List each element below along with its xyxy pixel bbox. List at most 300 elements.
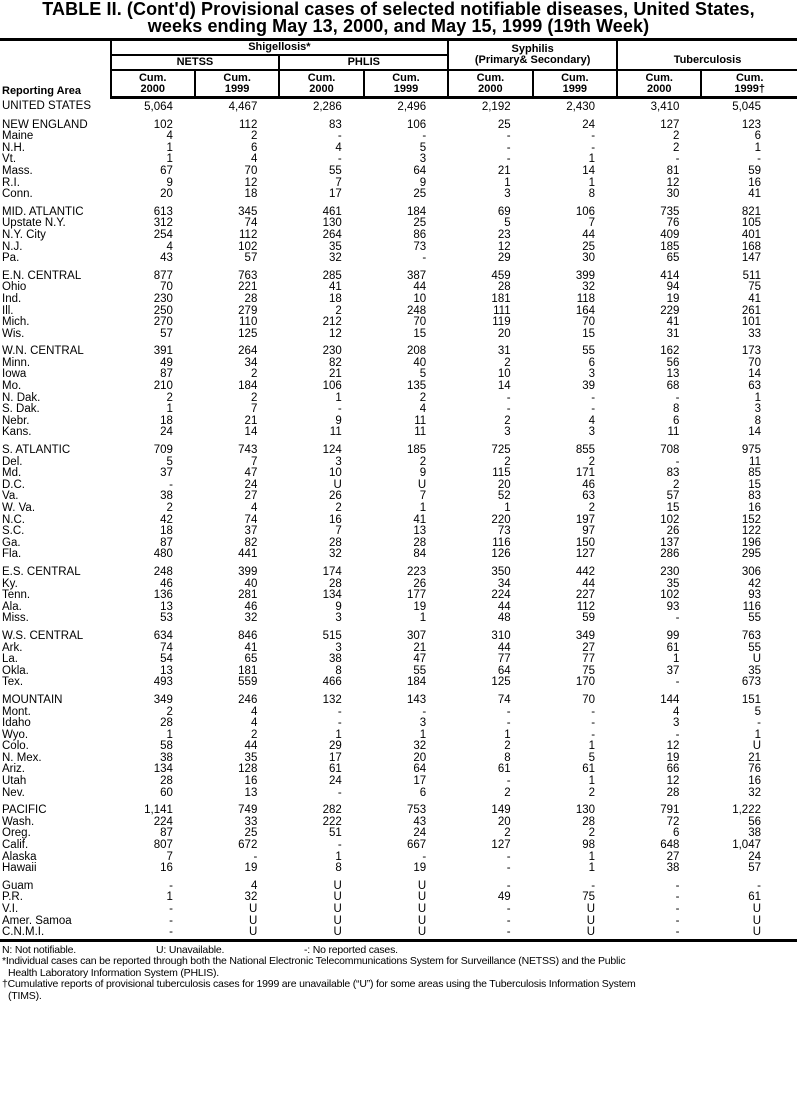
value-cell: 5 bbox=[754, 705, 761, 718]
value-cell: 30 bbox=[666, 188, 680, 201]
value-cell: 70 bbox=[582, 316, 596, 329]
value-cell: 3 bbox=[588, 368, 596, 381]
value-cell: 197 bbox=[575, 513, 596, 526]
value-cell: - bbox=[111, 927, 195, 940]
value-cell: 11 bbox=[329, 426, 342, 439]
value-cell: - bbox=[675, 612, 680, 625]
value-cell: 8 bbox=[754, 414, 761, 427]
value-cell: 3 bbox=[504, 426, 511, 439]
value-cell: 264 bbox=[322, 228, 342, 241]
col-header-phlis-1999: Cum. 1999 bbox=[364, 70, 448, 98]
value-cell: 61 bbox=[748, 891, 761, 904]
table-row bbox=[0, 718, 797, 730]
value-cell: 87 bbox=[160, 827, 173, 840]
value-cell: 2 bbox=[250, 391, 258, 404]
value-cell: 8 bbox=[335, 664, 342, 677]
value-cell: 2 bbox=[166, 705, 173, 718]
value-cell: 3 bbox=[419, 717, 427, 730]
value-cell: 61 bbox=[582, 763, 596, 776]
value-cell: 48 bbox=[497, 612, 511, 625]
value-cell: - bbox=[675, 676, 680, 689]
value-cell: - bbox=[422, 705, 427, 718]
value-cell: 1 bbox=[754, 391, 761, 404]
value-cell: 53 bbox=[160, 612, 173, 625]
value-cell: 20 bbox=[497, 815, 511, 828]
legend-unavailable: U: Unavailable. bbox=[156, 943, 225, 956]
value-cell: - bbox=[506, 141, 511, 154]
value-cell: U bbox=[333, 891, 342, 904]
value-cell: 77 bbox=[582, 653, 596, 666]
value-cell: 1 bbox=[419, 728, 427, 741]
value-cell: 4 bbox=[588, 414, 596, 427]
value-cell: U bbox=[279, 927, 363, 940]
value-cell: 18 bbox=[160, 525, 173, 538]
syphilis-header bbox=[448, 40, 617, 71]
value-cell: 648 bbox=[660, 839, 680, 852]
value-cell: 123 bbox=[741, 118, 761, 131]
value-cell: 672 bbox=[238, 839, 258, 852]
value-cell: 11 bbox=[667, 426, 680, 439]
value-cell: 13 bbox=[160, 664, 173, 677]
reporting-area-cell: W.S. CENTRAL bbox=[2, 629, 84, 642]
value-cell: 116 bbox=[742, 600, 761, 613]
value-cell: 28 bbox=[497, 281, 511, 294]
value-cell: 7 bbox=[250, 455, 258, 468]
value-cell: 40 bbox=[413, 356, 427, 369]
value-cell: 99 bbox=[666, 629, 680, 642]
value-cell: 2 bbox=[588, 502, 596, 514]
value-cell: 821 bbox=[741, 205, 761, 218]
value-cell: - bbox=[422, 252, 427, 265]
table-row bbox=[0, 863, 797, 875]
value-cell: 2 bbox=[166, 502, 173, 514]
value-cell: 21 bbox=[497, 164, 511, 177]
value-cell: 877 bbox=[153, 269, 173, 282]
value-cell: 28 bbox=[160, 717, 173, 730]
value-cell: 73 bbox=[413, 240, 427, 253]
value-cell: 32 bbox=[244, 612, 258, 625]
reporting-area-cell: Vt. bbox=[2, 153, 17, 166]
value-cell: 41 bbox=[413, 513, 427, 526]
value-cell: - bbox=[675, 879, 680, 892]
footnote-star-line2: Health Laboratory Information System (PHLIS). bbox=[8, 966, 220, 979]
value-cell: 2,192 bbox=[481, 101, 511, 113]
value-cell: - bbox=[337, 403, 342, 416]
value-cell: 7 bbox=[250, 403, 258, 416]
reporting-area-header: Reporting Area bbox=[0, 40, 111, 98]
reporting-area-cell: Va. bbox=[2, 490, 19, 503]
value-cell: 74 bbox=[497, 693, 511, 706]
value-cell: 11 bbox=[414, 414, 427, 427]
value-cell: 222 bbox=[322, 815, 342, 828]
table-row bbox=[0, 788, 797, 800]
value-cell: - bbox=[591, 879, 596, 892]
shigellosis-header: Shigellosis* bbox=[111, 40, 449, 56]
value-cell: 84 bbox=[413, 548, 427, 561]
value-cell: 16 bbox=[748, 775, 761, 788]
value-cell: 32 bbox=[748, 786, 761, 799]
value-cell: 35 bbox=[328, 240, 342, 253]
value-cell: 24 bbox=[328, 775, 342, 788]
reporting-area-cell: Wyo. bbox=[2, 728, 29, 741]
value-cell: 224 bbox=[491, 589, 511, 602]
reporting-area-cell: Idaho bbox=[2, 717, 31, 730]
value-cell: - bbox=[757, 879, 761, 892]
reporting-area-cell: E.N. CENTRAL bbox=[2, 269, 82, 282]
table-row bbox=[0, 613, 797, 625]
value-cell: 74 bbox=[244, 513, 258, 526]
value-cell: 16 bbox=[160, 862, 173, 875]
value-cell: 414 bbox=[660, 269, 680, 282]
footnote-star-line1: *Individual cases can be reported through both the National Electronic Telecommunications System for Surveillance (NETSS) and the Public bbox=[2, 955, 626, 968]
reporting-area-cell: N.H. bbox=[2, 141, 25, 154]
value-cell: 1 bbox=[588, 850, 596, 863]
value-cell: 134 bbox=[153, 763, 173, 776]
value-cell: 749 bbox=[238, 804, 258, 817]
value-cell: 1 bbox=[166, 728, 173, 741]
value-cell: 59 bbox=[748, 164, 761, 177]
value-cell: 15 bbox=[582, 327, 596, 340]
value-cell: 2 bbox=[673, 478, 680, 491]
value-cell: 1 bbox=[588, 176, 596, 189]
value-cell: 94 bbox=[666, 281, 680, 294]
value-cell: 26 bbox=[328, 490, 342, 503]
value-cell: 5,045 bbox=[732, 101, 761, 113]
value-cell: 9 bbox=[166, 176, 173, 189]
reporting-area-cell: Tex. bbox=[2, 676, 24, 689]
reporting-area-cell: N.C. bbox=[2, 513, 25, 526]
value-cell: 230 bbox=[153, 292, 173, 305]
value-cell: 143 bbox=[407, 693, 427, 706]
value-cell: 248 bbox=[407, 304, 427, 317]
reporting-area-cell: Upstate N.Y. bbox=[2, 217, 66, 230]
reporting-area-cell: E.S. CENTRAL bbox=[2, 565, 81, 578]
value-cell: 40 bbox=[244, 577, 258, 590]
value-cell: 807 bbox=[153, 839, 173, 852]
reporting-area-cell: Amer. Samoa bbox=[2, 914, 72, 927]
reporting-area-cell: MID. ATLANTIC bbox=[2, 205, 84, 218]
value-cell: 2 bbox=[504, 740, 511, 753]
value-cell: - bbox=[591, 130, 596, 143]
value-cell: 1 bbox=[419, 502, 427, 514]
value-cell: 73 bbox=[497, 525, 511, 538]
value-cell: 2 bbox=[335, 304, 342, 317]
value-cell: 64 bbox=[413, 164, 427, 177]
col-header-netss-1999: Cum. 1999 bbox=[195, 70, 279, 98]
value-cell: 32 bbox=[328, 548, 342, 561]
value-cell: - bbox=[169, 478, 173, 491]
value-cell: 115 bbox=[492, 467, 511, 480]
value-cell: 63 bbox=[582, 490, 596, 503]
value-cell: 19 bbox=[413, 862, 427, 875]
value-cell: U bbox=[752, 914, 761, 927]
value-cell: 6 bbox=[673, 827, 680, 840]
reporting-area-cell: Okla. bbox=[2, 664, 29, 677]
value-cell: 27 bbox=[582, 641, 596, 654]
value-cell: 102 bbox=[660, 589, 680, 602]
value-cell: 763 bbox=[238, 269, 258, 282]
value-cell: 261 bbox=[741, 304, 761, 317]
value-cell: 106 bbox=[407, 118, 427, 131]
value-cell: 184 bbox=[407, 676, 427, 689]
reporting-area-cell: Utah bbox=[2, 775, 27, 788]
value-cell: 44 bbox=[497, 641, 511, 654]
value-cell: 5 bbox=[504, 217, 511, 230]
value-cell: 8 bbox=[335, 862, 342, 875]
value-cell: 61 bbox=[328, 763, 342, 776]
col-header-tb-2000: Cum. 2000 bbox=[617, 70, 701, 98]
value-cell: 21 bbox=[413, 641, 427, 654]
value-cell: 125 bbox=[238, 327, 258, 340]
reporting-area-cell: R.I. bbox=[2, 176, 20, 189]
value-cell: 61 bbox=[497, 763, 511, 776]
value-cell: 27 bbox=[666, 850, 680, 863]
value-cell: 224 bbox=[153, 815, 173, 828]
value-cell: 281 bbox=[238, 589, 258, 602]
value-cell: 3 bbox=[754, 403, 761, 416]
value-cell: 248 bbox=[153, 565, 173, 578]
value-cell: 220 bbox=[491, 513, 511, 526]
value-cell: 212 bbox=[322, 316, 342, 329]
value-cell: 147 bbox=[741, 252, 761, 265]
value-cell: 70 bbox=[160, 281, 173, 294]
value-cell: 9 bbox=[335, 600, 342, 613]
netss-header: NETSS bbox=[111, 55, 280, 70]
value-cell: 1 bbox=[504, 502, 511, 514]
col-header-netss-2000: Cum. 2000 bbox=[111, 70, 195, 98]
value-cell: 170 bbox=[575, 676, 596, 689]
value-cell: 282 bbox=[322, 804, 342, 817]
value-cell: 32 bbox=[244, 891, 258, 904]
value-cell: 35 bbox=[244, 751, 258, 764]
reporting-area-cell: Ky. bbox=[2, 577, 18, 590]
value-cell: 66 bbox=[666, 763, 680, 776]
value-cell: 5,064 bbox=[144, 101, 173, 113]
value-cell: - bbox=[169, 903, 173, 915]
reporting-area-cell: P.R. bbox=[2, 891, 23, 904]
value-cell: - bbox=[591, 728, 596, 741]
value-cell: 286 bbox=[660, 548, 680, 561]
value-cell: 5 bbox=[419, 141, 427, 154]
value-cell: 8 bbox=[673, 403, 680, 416]
value-cell: 162 bbox=[660, 345, 680, 358]
table-row bbox=[0, 927, 797, 940]
table-row bbox=[0, 317, 797, 329]
value-cell: 31 bbox=[666, 327, 680, 340]
value-cell: 14 bbox=[748, 426, 761, 439]
table-row bbox=[0, 166, 797, 178]
value-cell: 29 bbox=[497, 252, 511, 265]
value-cell: 72 bbox=[666, 815, 680, 828]
value-cell: 1 bbox=[588, 862, 596, 875]
reporting-area-cell: Wash. bbox=[2, 815, 35, 828]
value-cell: 306 bbox=[741, 565, 761, 578]
value-cell: U bbox=[417, 914, 427, 927]
value-cell: 112 bbox=[239, 228, 258, 241]
value-cell: 15 bbox=[413, 327, 427, 340]
legend-not-notifiable: N: Not notifiable. bbox=[2, 943, 77, 956]
value-cell: - bbox=[169, 914, 173, 927]
table-row bbox=[0, 439, 797, 457]
value-cell: 52 bbox=[497, 490, 511, 503]
value-cell: - bbox=[506, 403, 511, 416]
table-row bbox=[0, 253, 797, 265]
value-cell: 151 bbox=[741, 693, 761, 706]
value-cell: 136 bbox=[153, 589, 173, 602]
value-cell: 11 bbox=[749, 455, 761, 468]
value-cell: 77 bbox=[497, 653, 511, 666]
value-cell: 46 bbox=[582, 478, 596, 491]
reporting-area-cell: S. Dak. bbox=[2, 403, 40, 416]
value-cell: 17 bbox=[328, 751, 342, 764]
value-cell: 399 bbox=[575, 269, 596, 282]
reporting-area-cell: W.N. CENTRAL bbox=[2, 345, 84, 358]
value-cell: 2,286 bbox=[312, 101, 342, 113]
value-cell: 1 bbox=[754, 728, 761, 741]
value-cell: 3 bbox=[588, 426, 596, 439]
value-cell: 93 bbox=[748, 589, 761, 602]
value-cell: 12 bbox=[666, 176, 680, 189]
value-cell: 20 bbox=[413, 751, 427, 764]
value-cell: 58 bbox=[160, 740, 173, 753]
table-row bbox=[0, 625, 797, 643]
value-cell: 2 bbox=[504, 356, 511, 369]
value-cell: 42 bbox=[160, 513, 173, 526]
value-cell: 2 bbox=[504, 786, 511, 799]
value-cell: 106 bbox=[322, 380, 342, 393]
table-row bbox=[0, 840, 797, 852]
value-cell: 44 bbox=[497, 600, 511, 613]
reporting-area-cell: Mont. bbox=[2, 705, 31, 718]
value-cell: 310 bbox=[491, 629, 511, 642]
value-cell: 134 bbox=[322, 589, 342, 602]
col-header-syphilis-2000: Cum. 2000 bbox=[448, 70, 532, 98]
value-cell: 87 bbox=[160, 536, 173, 549]
value-cell: 41 bbox=[666, 316, 680, 329]
table-row bbox=[0, 677, 797, 689]
value-cell: 28 bbox=[582, 815, 596, 828]
value-cell: 307 bbox=[407, 629, 427, 642]
value-cell: 61 bbox=[666, 641, 680, 654]
reporting-area-cell: Guam bbox=[2, 879, 34, 892]
value-cell: 28 bbox=[666, 786, 680, 799]
value-cell: 65 bbox=[666, 252, 680, 265]
value-cell: - bbox=[422, 130, 427, 143]
value-cell: - bbox=[506, 879, 511, 892]
value-cell: 4 bbox=[250, 153, 258, 166]
value-cell: - bbox=[506, 914, 511, 927]
value-cell: - bbox=[675, 391, 680, 404]
table-row bbox=[0, 189, 797, 201]
value-cell: 10 bbox=[328, 467, 342, 480]
value-cell: - bbox=[675, 914, 680, 927]
legend-no-cases: -: No reported cases. bbox=[304, 943, 398, 956]
value-cell: 46 bbox=[244, 600, 258, 613]
value-cell: 4 bbox=[250, 879, 258, 892]
value-cell: 19 bbox=[666, 292, 680, 305]
value-cell: 11 bbox=[414, 426, 427, 439]
reporting-area-cell: C.N.M.I. bbox=[0, 927, 111, 940]
value-cell: 2 bbox=[504, 455, 511, 468]
value-cell: 55 bbox=[328, 164, 342, 177]
value-cell: 230 bbox=[322, 345, 342, 358]
value-cell: 1 bbox=[754, 141, 761, 154]
col-header-phlis-2000: Cum. 2000 bbox=[279, 70, 363, 98]
table-body bbox=[0, 98, 797, 941]
value-cell: 2 bbox=[588, 827, 596, 840]
value-cell: U bbox=[752, 903, 761, 915]
value-cell: 7 bbox=[166, 850, 173, 863]
value-cell: 515 bbox=[322, 629, 342, 642]
value-cell: 2 bbox=[250, 728, 258, 741]
value-cell: 1 bbox=[588, 153, 596, 166]
value-cell: 28 bbox=[328, 577, 342, 590]
value-cell: 12 bbox=[328, 327, 342, 340]
value-cell: 38 bbox=[328, 653, 342, 666]
value-cell: 41 bbox=[244, 641, 258, 654]
title-line-1: TABLE II. (Cont'd) Provisional cases of selected notifiable diseases, United States, bbox=[42, 0, 755, 19]
value-cell: 93 bbox=[666, 600, 680, 613]
value-cell: 110 bbox=[239, 316, 258, 329]
value-cell: - bbox=[169, 879, 173, 892]
value-cell: 137 bbox=[660, 536, 680, 549]
value-cell: 391 bbox=[153, 345, 173, 358]
value-cell: 6 bbox=[673, 414, 680, 427]
value-cell: 2 bbox=[673, 130, 680, 143]
reporting-area-cell: Nebr. bbox=[2, 414, 30, 427]
value-cell: 4 bbox=[250, 717, 258, 730]
value-cell: 208 bbox=[407, 345, 427, 358]
reporting-area-cell: Maine bbox=[2, 130, 34, 143]
value-cell: 18 bbox=[328, 292, 342, 305]
col-header-syphilis-1999: Cum. 1999 bbox=[533, 70, 617, 98]
value-cell: 559 bbox=[238, 676, 258, 689]
value-cell: 1 bbox=[166, 153, 173, 166]
value-cell: U bbox=[417, 478, 427, 491]
reporting-area-cell: La. bbox=[2, 653, 18, 666]
value-cell: 12 bbox=[666, 740, 680, 753]
value-cell: 28 bbox=[244, 292, 258, 305]
table-row bbox=[0, 654, 797, 666]
value-cell: 20 bbox=[160, 188, 173, 201]
reporting-area-cell: Alaska bbox=[2, 850, 37, 863]
value-cell: 184 bbox=[407, 205, 427, 218]
value-cell: 32 bbox=[413, 740, 427, 753]
value-cell: 14 bbox=[748, 368, 761, 381]
value-cell: 1 bbox=[335, 850, 342, 863]
value-cell: - bbox=[448, 927, 532, 940]
value-cell: 5 bbox=[166, 455, 173, 468]
value-cell: 76 bbox=[666, 217, 680, 230]
value-cell: 6 bbox=[588, 356, 596, 369]
value-cell: 16 bbox=[328, 513, 342, 526]
reporting-area-cell: S.C. bbox=[2, 525, 25, 538]
value-cell: 28 bbox=[413, 536, 427, 549]
value-cell: - bbox=[757, 153, 761, 166]
footnote-dagger-line2: (TIMS). bbox=[8, 989, 42, 1002]
value-cell: 64 bbox=[413, 763, 427, 776]
value-cell: 4 bbox=[250, 705, 258, 718]
table-row bbox=[0, 340, 797, 358]
value-cell: 83 bbox=[666, 467, 680, 480]
value-cell: 14 bbox=[497, 380, 511, 393]
value-cell: - bbox=[337, 839, 342, 852]
value-cell: 25 bbox=[413, 188, 427, 201]
value-cell: 70 bbox=[413, 316, 427, 329]
value-cell: 250 bbox=[153, 304, 173, 317]
value-cell: 4 bbox=[335, 141, 342, 154]
value-cell: 21 bbox=[748, 751, 761, 764]
